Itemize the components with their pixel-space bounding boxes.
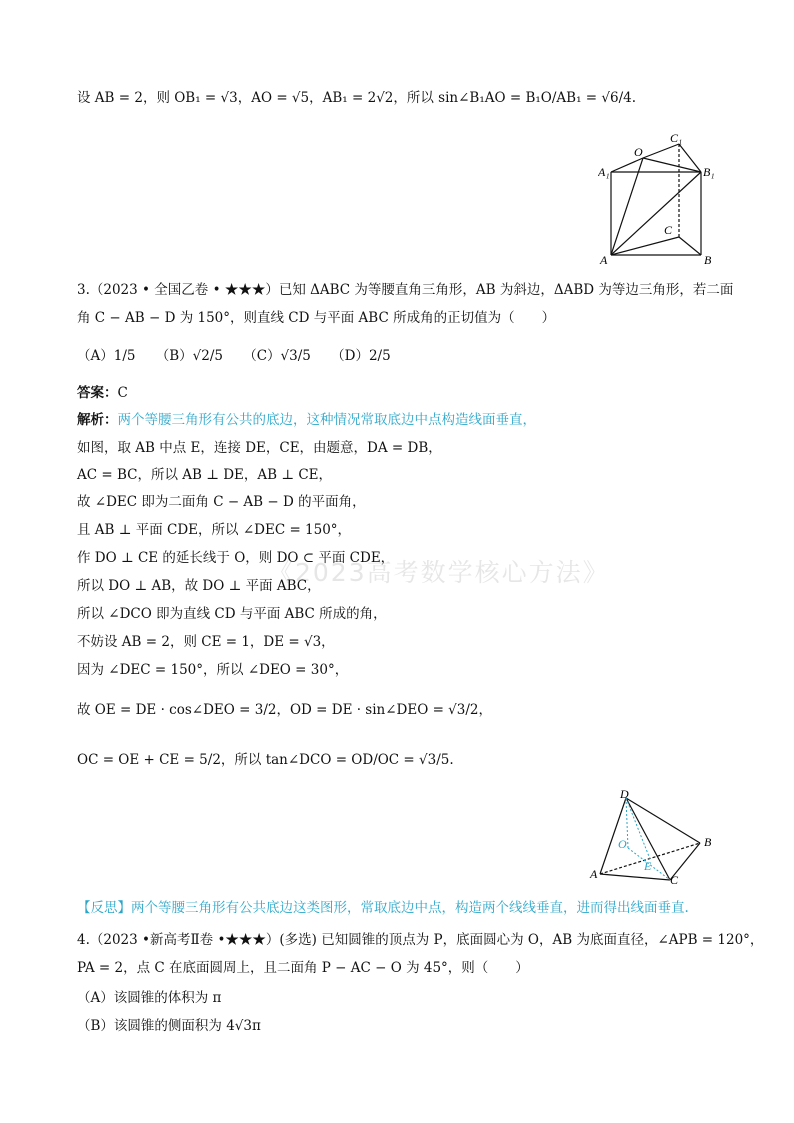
problem-4-stem: 4.（2023 •新高考Ⅱ卷 •★★★）(多选) 已知圆锥的顶点为 P，底面圆心为 O，AB 为底面直径，∠APB = 120°， xyxy=(77,932,764,948)
figure-prism xyxy=(598,130,718,265)
label-A: A xyxy=(600,253,608,265)
analysis-hint: 两个等腰三角形有公共的底边，这种情况常取底边中点构造线面垂直， xyxy=(117,412,536,428)
label-B: B xyxy=(704,253,712,265)
analysis-label: 解析： xyxy=(77,412,118,428)
problem-4-stem-cont: PA = 2，点 C 在底面圆周上，且二面角 P − AC − O 为 45°，则（ ） xyxy=(77,960,529,976)
problem-3-stem-cont: 角 C − AB − D 为 150°，则直线 CD 与平面 ABC 所成角的正切值为（ ） xyxy=(77,310,556,326)
solution-step-1: 如图，取 AB 中点 E，连接 DE，CE，由题意，DA = DB， xyxy=(77,440,442,456)
problem-3-stem: 3.（2023 • 全国乙卷 • ★★★）已知 ΔABC 为等腰直角三角形，AB 为斜边，ΔABD 为等边三角形，若二面 xyxy=(77,282,734,298)
watermark: 《2023高考数学核心方法》 xyxy=(268,558,610,587)
answer-line xyxy=(77,383,128,403)
analysis-line xyxy=(77,410,536,430)
problem-4-option-a: （A）该圆锥的体积为 π xyxy=(77,990,222,1006)
answer-label: 答案： xyxy=(77,385,118,401)
solution-step-6: 所以 DO ⊥ AB，故 DO ⊥ 平面 ABC， xyxy=(77,578,321,594)
label-B1: B₁ xyxy=(703,165,715,179)
reflection-note: 【反思】两个等腰三角形有公共底边这类图形，常取底边中点，构造两个线线垂直，进而得出线面垂直. xyxy=(77,900,689,916)
figure-tetrahedron xyxy=(588,788,718,888)
solution-step-7: 所以 ∠DCO 即为直线 CD 与平面 ABC 所成的角， xyxy=(77,606,387,622)
label-C1: C₁ xyxy=(670,131,683,145)
solution-step-3: 故 ∠DEC 即为二面角 C − AB − D 的平面角， xyxy=(77,494,366,510)
label-O2: O xyxy=(618,837,627,851)
solution-step-11: OC = OE + CE = 5/2，所以 tan∠DCO = OD/OC = √3/5. xyxy=(77,752,454,768)
problem-3-options: （A）1/5 （B）√2/5 （C）√3/5 （D）2/5 xyxy=(77,348,391,364)
solution-step-9: 因为 ∠DEC = 150°，所以 ∠DEO = 30°， xyxy=(77,662,349,678)
label-A1: A₁ xyxy=(598,165,610,179)
solution-step-2: AC = BC，所以 AB ⊥ DE，AB ⊥ CE， xyxy=(77,467,333,483)
label-D: D xyxy=(620,788,629,801)
solution-step-4: 且 AB ⊥ 平面 CDE，所以 ∠DEC = 150°， xyxy=(77,522,352,538)
solution-line-1: 设 AB = 2，则 OB₁ = √3，AO = √5，AB₁ = 2√2，所以 sin∠B₁AO = B₁O/AB₁ = √6/4. xyxy=(77,90,637,106)
problem-4-option-b: （B）该圆锥的侧面积为 4√3π xyxy=(77,1018,261,1034)
label-C: C xyxy=(664,223,673,237)
solution-step-10: 故 OE = DE · cos∠DEO = 3/2，OD = DE · sin∠DEO = √3/2， xyxy=(77,702,493,718)
label-A2: A xyxy=(590,867,598,881)
label-E: E xyxy=(644,859,652,873)
label-B2: B xyxy=(704,835,712,849)
label-C2: C xyxy=(670,873,679,887)
solution-step-5: 作 DO ⊥ CE 的延长线于 O，则 DO ⊂ 平面 CDE， xyxy=(77,550,395,566)
label-O: O xyxy=(634,145,643,159)
answer-value: C xyxy=(117,385,128,401)
solution-step-8: 不妨设 AB = 2，则 CE = 1，DE = √3， xyxy=(77,634,335,650)
